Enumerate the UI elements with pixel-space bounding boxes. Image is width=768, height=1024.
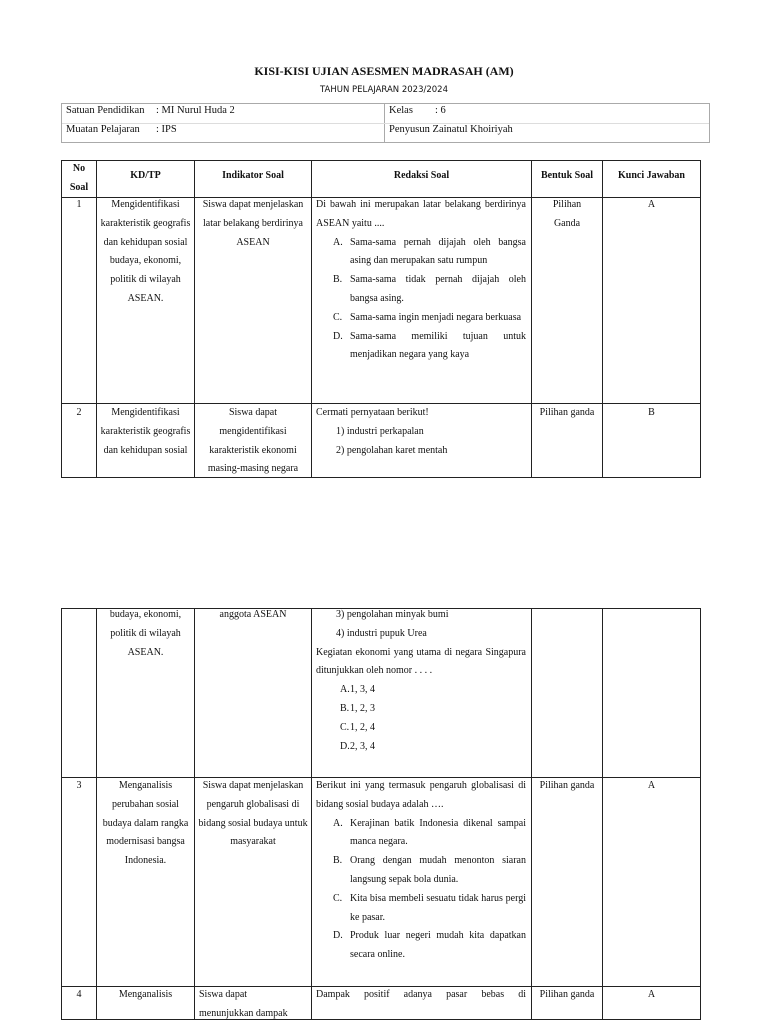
muatan-label: Muatan Pelajaran [66,124,140,135]
option-a [316,681,526,700]
row4-kunci: A [647,989,656,1000]
row2-item-4: 4) industri pupuk Urea [336,627,427,639]
option-b [316,271,526,309]
option-letter: A. [333,817,343,829]
row2-indikator-part1: Siswa dapat mengidentifikasi karakteristik ekonomi masing-masing negara [207,407,299,475]
row1-options [316,234,526,366]
row2-stem: Cermati pernyataan berikut! [316,407,429,418]
row2-indikator-part2: anggota ASEAN [219,609,287,620]
option-c [316,719,526,738]
row2-bentuk: Pilihan ganda [539,407,595,418]
option-text: 1, 3, 4 [350,684,375,696]
row4-kd: Menganalisis [118,989,173,1000]
info-penyusun [389,124,513,136]
option-text: Sama-sama memiliki tujuan untuk menjadikan negara yang kaya [350,330,526,361]
penyusun-value: : Zainatul Khoiriyah [427,124,513,135]
muatan-value: : IPS [156,124,177,135]
row2-item-1: 1) industri perkapalan [336,425,424,437]
option-text: Kita bisa membeli sesuatu tidak harus pergi ke pasar. [350,892,526,923]
row3-kd: Menganalisis perubahan sosial budaya dalam rangka modernisasi bangsa Indonesia. [102,780,189,867]
option-text: 1, 2, 3 [350,702,375,714]
kelas-label: Kelas [389,105,413,116]
row4-stem: Dampak positif adanya pasar bebas di [316,989,526,1000]
option-a [316,234,526,272]
option-text: Orang dengan mudah menonton siaran langsung sepak bola dunia. [350,855,526,885]
row4-bentuk: Pilihan ganda [539,989,595,1000]
option-letter: B. [340,702,350,714]
row2-kd-part2: budaya, ekonomi, politik di wilayah ASEAN. [109,609,182,658]
row2-question-part1 [316,404,526,460]
row4-indikator-line1: Siswa dapat [199,989,248,1000]
col-line [531,160,532,478]
row1-indikator: Siswa dapat menjelaskan latar belakang berdirinya ASEAN [202,199,304,248]
row2-kunci: B [648,407,655,418]
row1-kunci: A [647,199,656,210]
header-kunci: Kunci Jawaban [618,170,685,181]
info-satuan [66,105,235,117]
option-letter: B. [333,274,343,286]
row4-no: 4 [76,989,82,1000]
col-line [311,160,312,478]
header-kd: KD/TP [130,170,161,181]
kelas-value: : 6 [435,105,446,116]
row2-kd-part1: Mengidentifikasi karakteristik geografis dan kehidupan sosial [100,407,191,456]
table-border-bottom [61,1019,701,1020]
info-muatan [66,124,177,136]
col-line [194,608,195,1020]
col-line [531,608,532,1020]
row3-bentuk: Pilihan ganda [539,780,595,791]
option-text: Sama-sama tidak pernah dijajah oleh bangsa asing. [350,274,526,304]
row1-kd: Mengidentifikasi karakteristik geografis dan kehidupan sosial budaya, ekonomi, politik di wilayah ASEAN. [100,199,191,304]
option-letter: B. [333,855,343,867]
row3-indikator: Siswa dapat menjelaskan pengaruh globalisasi di bidang sosial budaya untuk masyarakat [198,780,308,848]
header-indikator: Indikator Soal [222,170,284,181]
row3-no: 3 [76,780,82,791]
header-bentuk: Bentuk Soal [541,170,593,181]
option-text: 1, 2, 4 [350,721,375,733]
option-letter: D. [340,740,350,752]
table-border-bottom [61,477,701,478]
option-letter: C. [333,311,343,323]
row1-no: 1 [76,199,82,210]
row3-options [316,815,526,965]
option-text: Kerajinan batik Indonesia dikenal sampai manca negara. [350,817,526,848]
header-redaksi: Redaksi Soal [393,170,450,181]
row2-no: 2 [76,407,82,418]
col-line [311,608,312,1020]
option-c [316,890,526,928]
option-letter: D. [333,930,343,942]
document-title: KISI-KISI UJIAN ASESMEN MADRASAH (AM) [254,64,514,78]
row2-item-2: 2) pengolahan karet mentah [336,444,448,456]
option-b [316,700,526,719]
row3-kunci: A [647,780,656,791]
option-text: 2, 3, 4 [350,740,375,752]
option-text: Produk luar negeri mudah kita dapatkan secara online. [350,930,526,961]
col-line [602,608,603,1020]
row3-stem: Berikut ini yang termasuk pengaruh globalisasi di bidang sosial budaya adalah …. [316,780,526,810]
col-line [194,160,195,478]
row2-question-part2 [316,606,526,756]
penyusun-label: Penyusun [389,124,430,135]
option-text: Sama-sama pernah dijajah oleh bangsa asing dan merupakan satu rumpun [350,236,526,267]
satuan-label: Satuan Pendidikan [66,105,145,116]
row1-stem: Di bawah ini merupakan latar belakang berdirinya ASEAN yaitu .... [316,199,526,229]
row4-question [316,986,526,1005]
option-letter: A. [340,684,350,696]
col-line [96,160,97,478]
option-d [316,328,526,366]
col-line [61,608,62,1020]
option-letter: C. [333,892,343,904]
row1-bentuk: Pilihan Ganda [552,199,582,229]
option-d [316,927,526,965]
option-letter: A. [333,236,343,248]
option-b [316,852,526,890]
document-subtitle: TAHUN PELAJARAN 2023/2024 [320,85,448,95]
row2-stem2: Kegiatan ekonomi yang utama di negara Singapura ditunjukkan oleh nomor . . . . [316,646,526,677]
row4-indikator [199,986,309,1019]
row2-item-3: 3) pengolahan minyak bumi [336,609,449,620]
satuan-value: : MI Nurul Huda 2 [156,105,235,116]
option-c [316,309,526,328]
row3-question [316,777,526,965]
option-d [316,738,526,757]
option-letter: D. [333,330,343,342]
header-no-line2: Soal [69,181,89,193]
option-a [316,815,526,853]
table-border-top [61,160,701,161]
info-box [61,103,710,143]
col-line [700,160,701,478]
header-no [62,160,96,197]
option-letter: C. [340,721,350,733]
row4-indikator-line2: menunjukkan dampak [199,1007,288,1019]
row1-question [316,196,526,365]
info-kelas [389,105,446,117]
header-no-line1: No [72,163,86,174]
col-line [700,608,701,1020]
option-text: Sama-sama ingin menjadi negara berkuasa [350,311,522,323]
